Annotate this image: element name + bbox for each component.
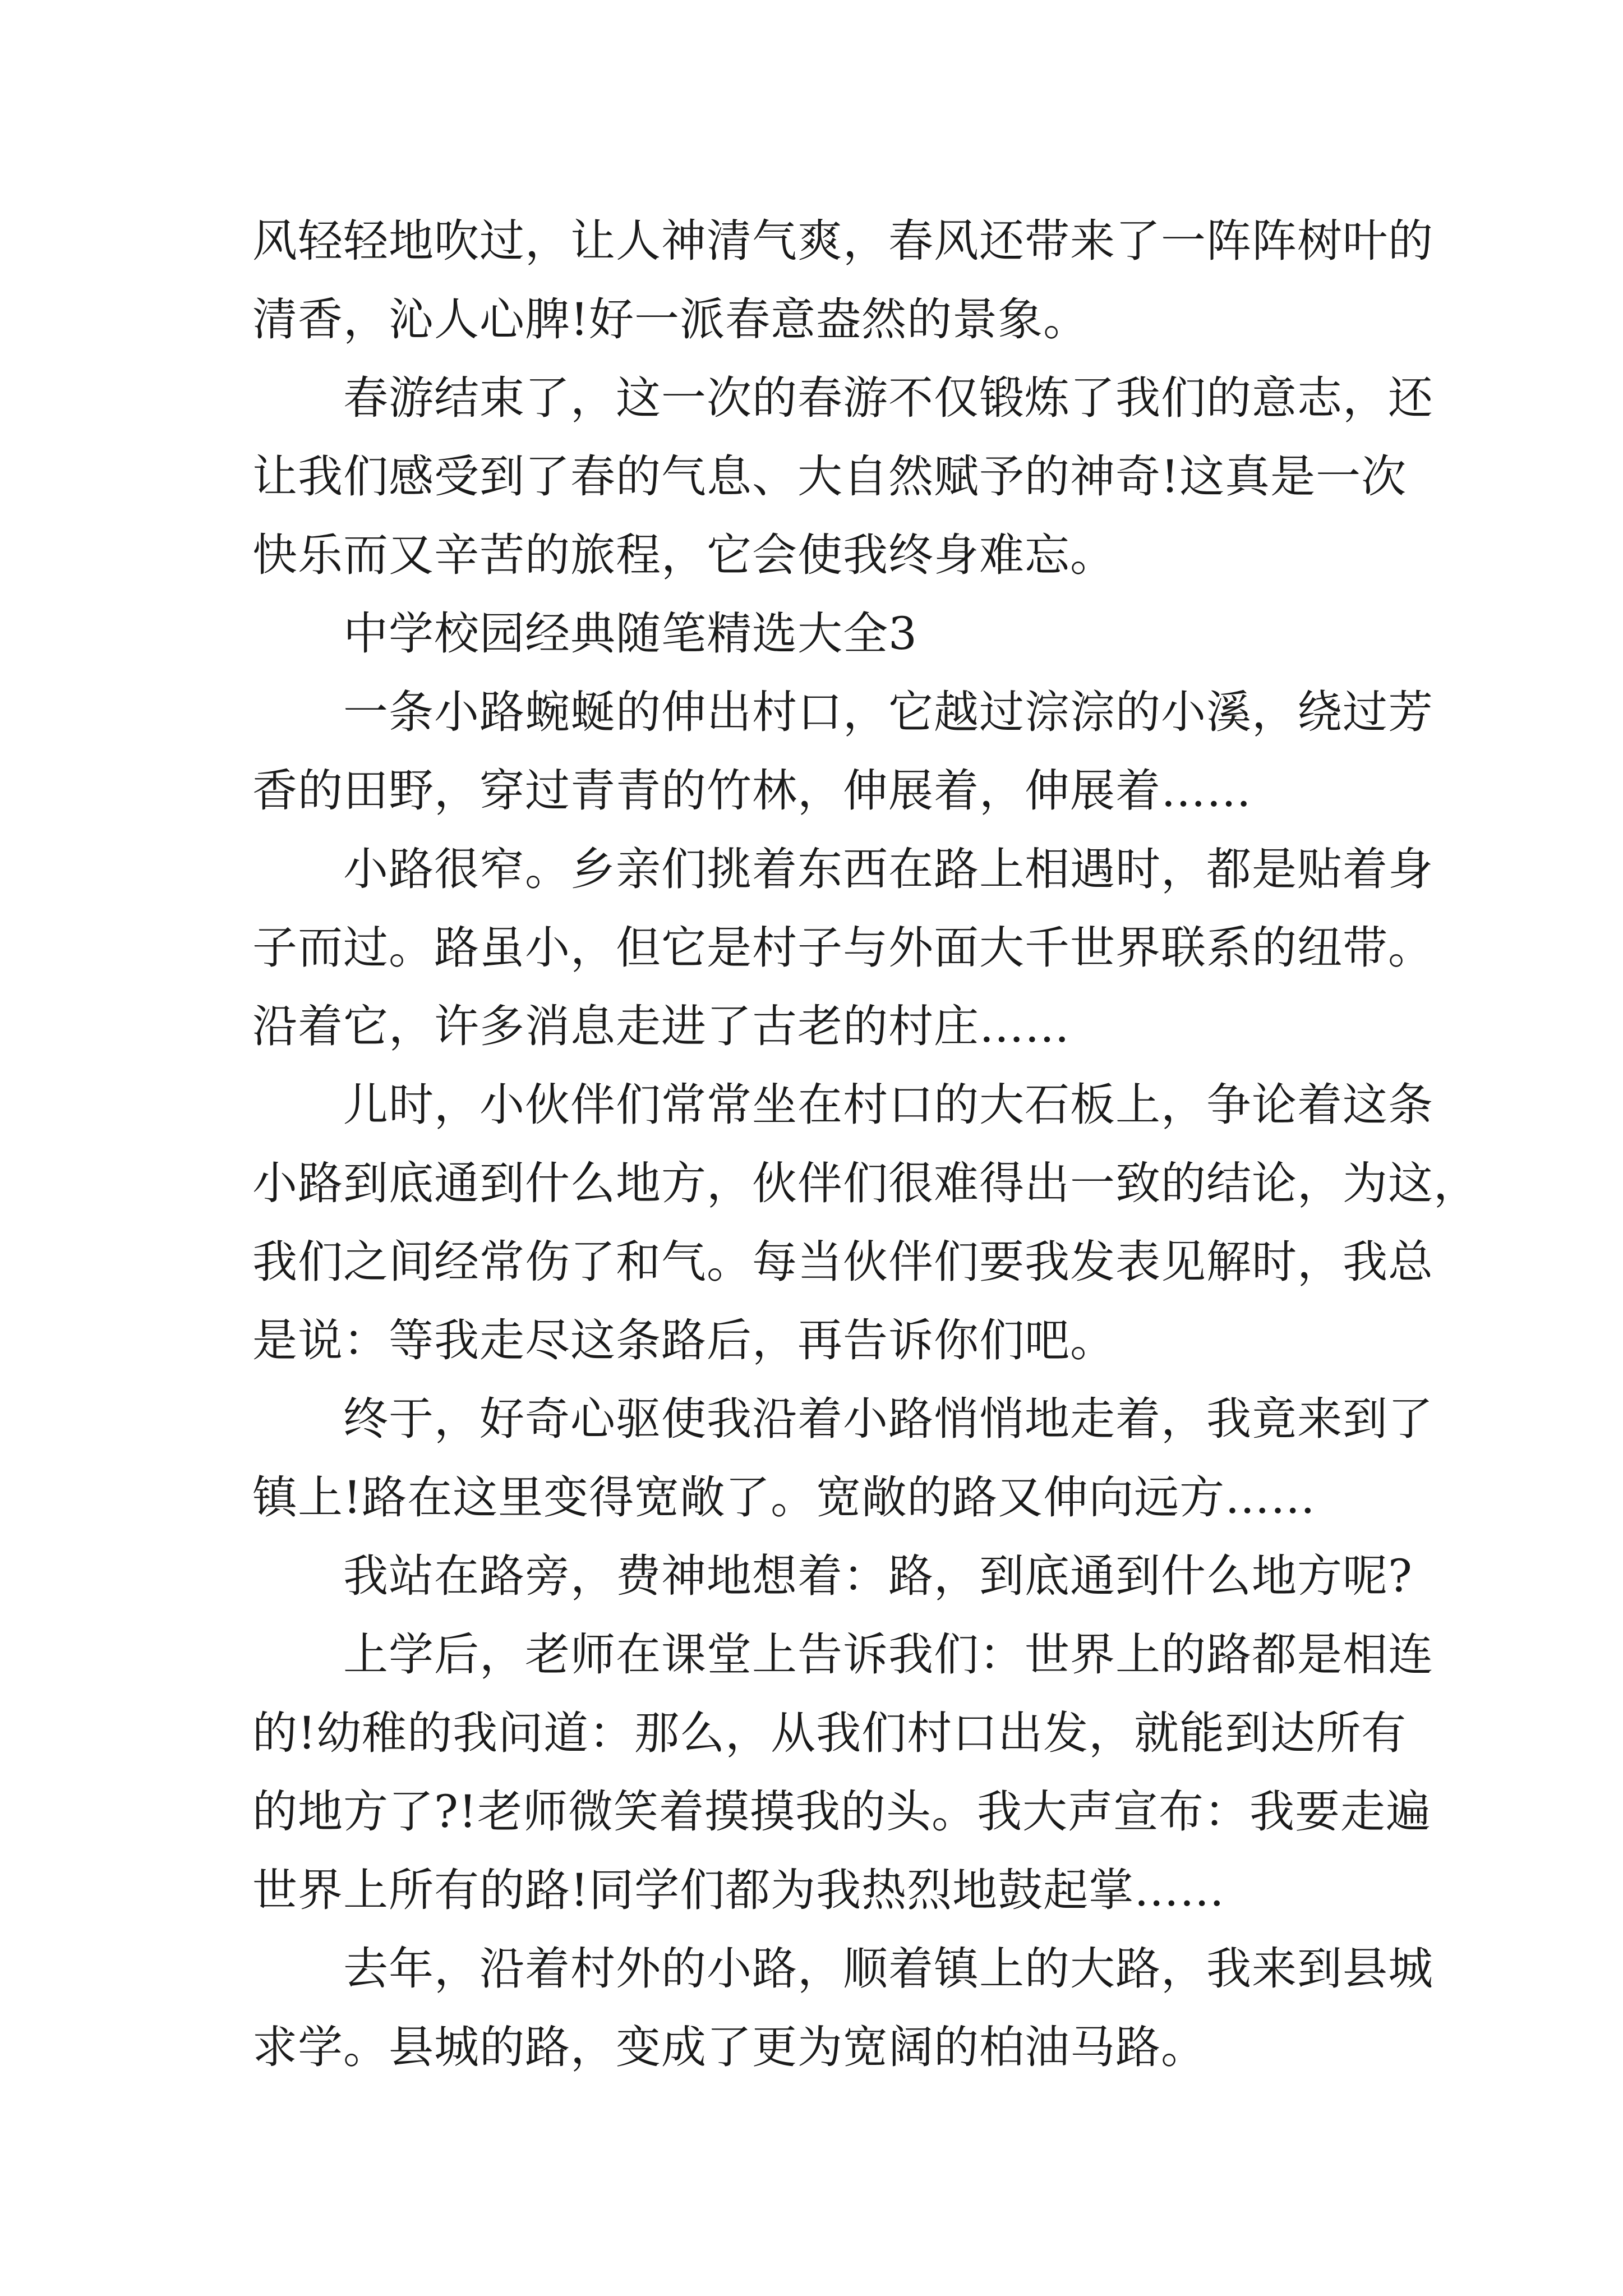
text-line: 我们之间经常伤了和气。每当伙伴们要我发表见解时，我总 — [252, 1236, 1433, 1288]
text-line: 去年，沿着村外的小路，顺着镇上的大路，我来到县城 — [343, 1943, 1433, 1995]
text-line: 我站在路旁，费神地想着：路，到底通到什么地方呢? — [343, 1550, 1413, 1602]
text-line: 儿时，小伙伴们常常坐在村口的大石板上，争论着这条 — [343, 1079, 1433, 1131]
text-line: 快乐而又辛苦的旅程，它会使我终身难忘。 — [252, 529, 1115, 581]
text-line: 终于，好奇心驱使我沿着小路悄悄地走着，我竟来到了 — [343, 1393, 1433, 1445]
text-line: 一条小路蜿蜒的伸出村口，它越过淙淙的小溪，绕过芳 — [343, 686, 1433, 738]
text-line: 世界上所有的路!同学们都为我热烈地鼓起掌…… — [252, 1864, 1225, 1916]
text-line: 风轻轻地吹过，让人神清气爽，春风还带来了一阵阵树叶的 — [252, 215, 1433, 267]
text-line: 是说：等我走尽这条路后，再告诉你们吧。 — [252, 1314, 1115, 1366]
text-line: 小路到底通到什么地方，伙伴们很难得出一致的结论，为这， — [252, 1157, 1479, 1209]
text-line: 上学后，老师在课堂上告诉我们：世界上的路都是相连 — [343, 1628, 1433, 1681]
text-line: 沿着它，许多消息走进了古老的村庄…… — [252, 1000, 1070, 1052]
text-line: 子而过。路虽小，但它是村子与外面大千世界联系的纽带。 — [252, 922, 1433, 974]
text-line: 春游结束了，这一次的春游不仅锻炼了我们的意志，还 — [343, 372, 1433, 424]
text-line: 的地方了?!老师微笑着摸摸我的头。我大声宣布：我要走遍 — [252, 1786, 1432, 1838]
section-heading: 中学校园经典随笔精选大全3 — [343, 608, 917, 660]
text-line: 求学。县城的路，变成了更为宽阔的柏油马路。 — [252, 2021, 1206, 2073]
text-line: 小路很窄。乡亲们挑着东西在路上相遇时，都是贴着身 — [343, 843, 1433, 895]
text-line: 的!幼稚的我问道：那么，从我们村口出发，就能到达所有 — [252, 1707, 1407, 1759]
text-line: 清香，沁人心脾!好一派春意盎然的景象。 — [252, 293, 1089, 346]
text-line: 让我们感受到了春的气息、大自然赋予的神奇!这真是一次 — [252, 450, 1407, 503]
text-line: 镇上!路在这里变得宽敞了。宽敞的路又伸向远方…… — [252, 1471, 1316, 1524]
text-line: 香的田野，穿过青青的竹林，伸展着，伸展着…… — [252, 765, 1252, 817]
